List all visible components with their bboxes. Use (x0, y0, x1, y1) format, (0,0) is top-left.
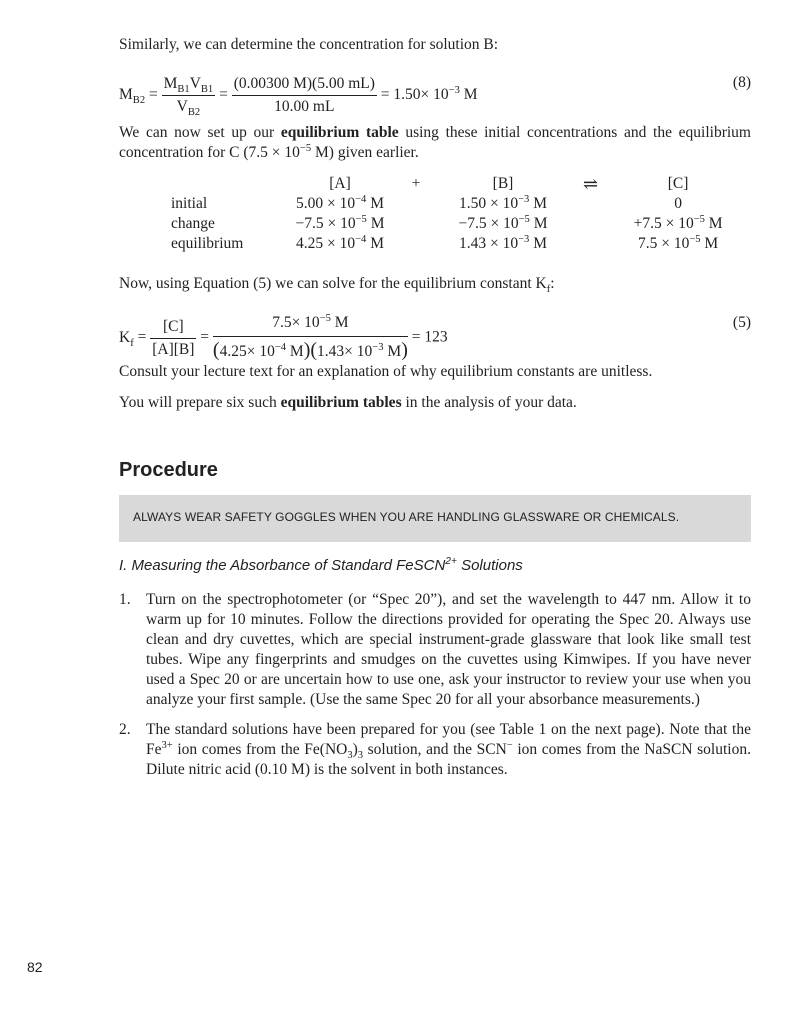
procedure-step (119, 590, 751, 710)
cell-b: $-7.5 \times 10^{-5}$ M (458, 213, 548, 232)
table-row-equilibrium (171, 234, 758, 254)
eq5-result: = 123 (411, 328, 448, 346)
kf-intro-text: Now, using Equation (5) we can solve for the equilibrium constant $K_f$: (119, 275, 555, 296)
eq8-fraction-1: $\frac{M_{B1}V_{B1}}{V_{B2}}$ (163, 75, 214, 119)
procedure-heading: Procedure (119, 459, 218, 481)
six-tables-text: You will prepare six such equilibrium tables in the analysis of your data. (119, 394, 577, 411)
eq8-result: = $1.50\times 10^{-3}$ M (380, 84, 478, 104)
cell-a: $-7.5 \times 10^{-5}$ M (295, 213, 385, 232)
safety-warning-box (119, 495, 751, 542)
step-number: 1. (119, 591, 131, 608)
step-number: 2. (119, 721, 131, 738)
safety-warning-text: ALWAYS WEAR SAFETY GOGGLES WHEN YOU ARE HANDLING GLASSWARE OR CHEMICALS. (133, 510, 680, 524)
table-row-initial (171, 194, 758, 214)
step-text: The standard solutions have been prepared for you (see Table 1 on the next page). Note that the $Fe^{3+}$ ion comes from the $Fe(NO_3)_3$ solution, and the SCN− ion comes from the NaSCN solution. Dilute nitric acid (0.10 M) is the solvent in both instances. (146, 721, 751, 778)
cell-c: $+7.5 \times 10^{-5}$ M (633, 213, 723, 232)
cell-c: 0 (674, 195, 682, 212)
cell-a: $5.00 \times 10^{-4}$ M (295, 193, 384, 212)
intro-text: Similarly, we can determine the concentration for solution B: (119, 36, 499, 53)
header-b: [B] (492, 175, 514, 192)
cell-b: $1.50 \times 10^{-3}$ M (458, 193, 547, 212)
cell-c: $7.5 \times 10^{-5}$ M (637, 233, 719, 252)
consult-text: Consult your lecture text for an explanation of why equilibrium constants are unitless. (119, 363, 653, 380)
section-title: I. Measuring the Absorbance of Standard FeSCN$^{2+}$ Solutions (119, 556, 523, 574)
equation-number-5: (5) (732, 314, 751, 331)
header-a: [A] (329, 175, 351, 192)
equilibrium-table (171, 174, 758, 254)
step-text: Turn on the spectrophotometer (or “Spec 20”), and set the wavelength to 447 nm. Allow it to warm up for 10 minutes. Follow the directions provided for operating the Spec 20. Always use clean and dry cuvettes, which are special instrument-grade glassware that look like small test tubes. Wipe any fingerprints and smudges on the cuvettes using Kimwipes. If you have never used a Spec 20 or are uncertain how to use one, ask your instructor to review your use when you analyze your first sample. (Use the same Spec 20 for all your absorbance measurements.) (146, 591, 751, 708)
eq8-fraction-2: $\frac{(0.00300 M)(5.00 mL)}{10.00 mL}$ (233, 75, 375, 115)
eq8-lhs: $M_{B2}$ (119, 86, 146, 107)
header-plus: + (411, 175, 421, 192)
row-label: change (171, 215, 215, 232)
table-intro-text: We can now set up our equilibrium table using these initial concentrations and the equilibrium concentration for C ($7.5 \times 10^{-5}$ M) given earlier. (119, 124, 751, 161)
procedure-step (119, 720, 751, 780)
cell-a: $4.25 \times 10^{-4}$ M (295, 233, 384, 252)
page-number: 82 (27, 959, 43, 975)
eq5-fraction-2: $\frac{7.5\times 10^{-5} M}{(4.25\times 10^{-4} M)(1.43\times 10^{-3} M)}$ (212, 312, 408, 361)
eq5-lhs: $K_f$ (119, 328, 134, 349)
equation-5: $K_f$ = $\frac{[C]}{[A][B]}$ = $\frac{7.5\times 10^{-5} M}{(4.25\times 10^{-4} M)(1.43\times 10^{-3} M)}$ = 123 (5) (119, 312, 751, 361)
row-label: equilibrium (171, 235, 244, 252)
equation-number-8: (8) (732, 74, 751, 91)
equation-8: $M_{B2}$ = $\frac{M_{B1}V_{B1}}{V_{B2}}$ = $\frac{(0.00300 M)(5.00 mL)}{10.00 mL}$ = $1.50\times 10^{-3}$ M (8) (119, 74, 751, 119)
header-equilibrium-arrow: ⇌ (583, 174, 599, 194)
eq5-fraction-1: $\frac{[C]}{[A][B]}$ (152, 317, 195, 358)
cell-b: $1.43 \times 10^{-3}$ M (458, 233, 547, 252)
table-row-change (171, 214, 758, 234)
row-label: initial (171, 195, 208, 212)
equilibrium-table-header (171, 174, 758, 194)
header-c: [C] (667, 175, 689, 192)
procedure-steps (119, 590, 751, 790)
